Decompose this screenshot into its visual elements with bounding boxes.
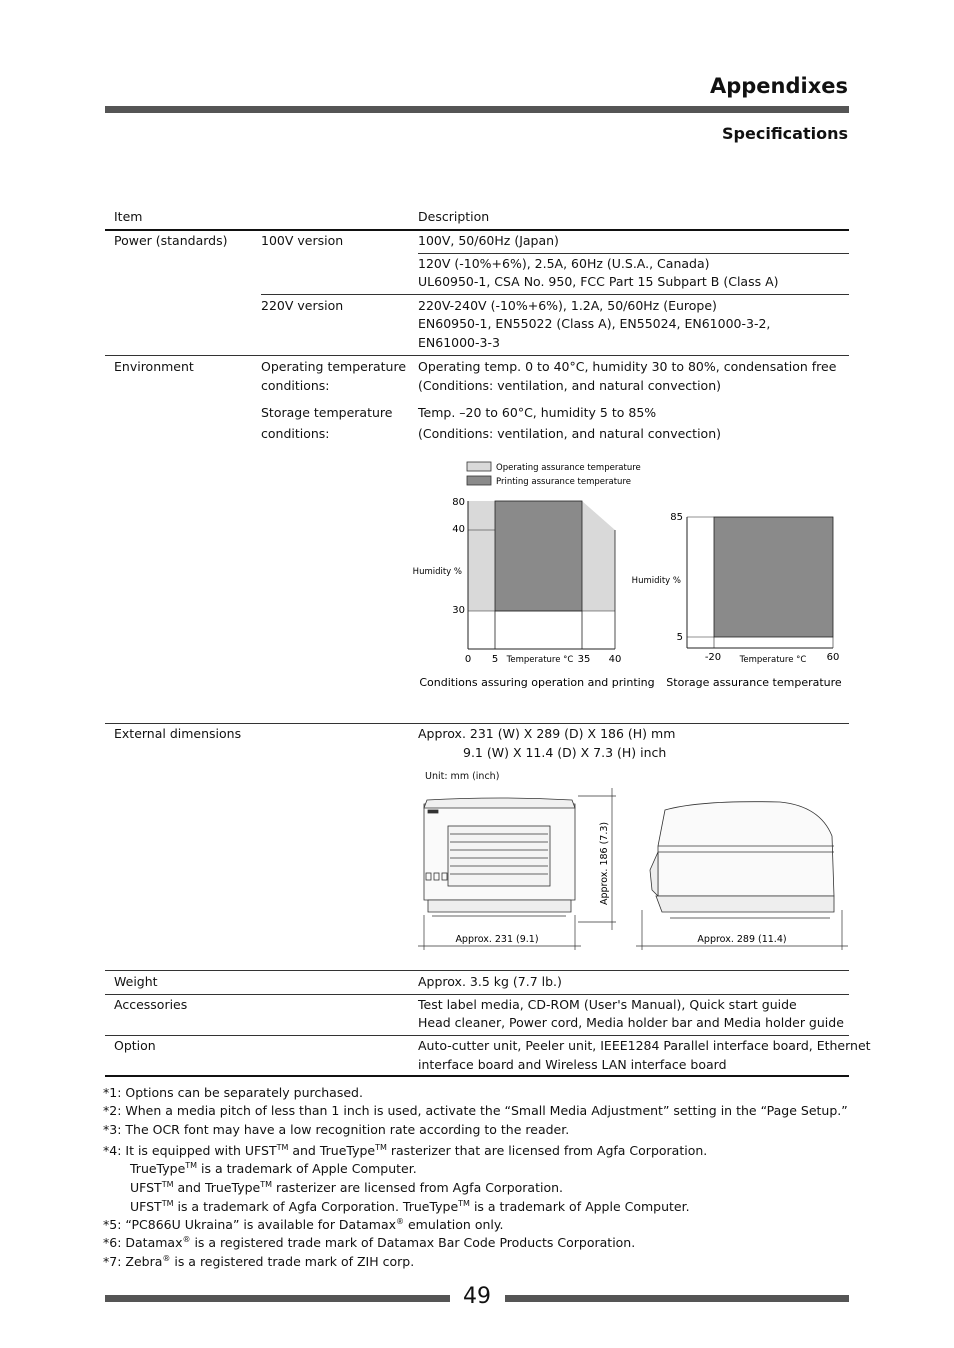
x-tick-label: -20 <box>704 652 722 663</box>
sublabel-operating-l1: Operating temperature <box>261 359 407 374</box>
fn-text: is a trademark of Apple Computer. <box>197 1161 417 1177</box>
x-tick-label: 5 <box>491 654 499 665</box>
y-tick-label: 30 <box>452 605 465 616</box>
x-tick-label: 35 <box>577 654 591 665</box>
fn-text: *7: Zebra <box>103 1254 163 1270</box>
y-axis-label: Humidity % <box>412 567 462 577</box>
col-header-item: Item <box>114 209 143 224</box>
footer-rule-right <box>505 1295 849 1302</box>
environment-charts <box>400 455 850 700</box>
fn-text: is a registered trade mark of Datamax Bar Code Products Corporation. <box>190 1235 636 1251</box>
x-axis-label: Temperature °C <box>739 655 807 665</box>
fn-text: UFST <box>130 1199 162 1215</box>
page-number: 49 <box>463 1284 491 1309</box>
page-header-title: Appendixes <box>709 74 848 98</box>
dimension-height-label: Approx. 186 (7.3) <box>599 821 610 905</box>
y-tick-label: 40 <box>452 524 465 535</box>
tm-mark: TM <box>260 1180 273 1189</box>
tm-mark: TM <box>161 1180 174 1189</box>
row-label-accessories: Accessories <box>114 997 188 1012</box>
footer-rule-left <box>105 1295 450 1302</box>
y-tick-label: 80 <box>452 497 465 508</box>
row-label-dimensions: External dimensions <box>114 726 242 741</box>
tm-mark: TM <box>458 1199 470 1208</box>
table-header-rule <box>105 229 849 231</box>
tm-mark: TM <box>276 1143 289 1152</box>
section-title: Specifications <box>722 124 848 143</box>
tm-mark: TM <box>161 1199 174 1208</box>
area-storage <box>714 517 833 637</box>
desc-dimensions-mm: Approx. 231 (W) X 289 (D) X 186 (H) mm <box>418 726 676 741</box>
fn-text: is a trademark of Agfa Corporation. TrueType <box>173 1199 459 1215</box>
desc-operating-l1: Operating temp. 0 to 40°C, humidity 30 to 80%, condensation free <box>418 359 837 374</box>
desc-weight: Approx. 3.5 kg (7.7 lb.) <box>418 974 562 989</box>
table-bottom-rule <box>105 1075 849 1077</box>
header-rule <box>105 106 849 113</box>
reg-mark: ® <box>162 1254 171 1263</box>
sublabel-operating-l2: conditions: <box>261 378 330 393</box>
printer-dimension-drawing <box>415 785 855 955</box>
fn-text: emulation only. <box>404 1217 504 1233</box>
fn-text: and TrueType <box>288 1143 376 1159</box>
fn-text: is a trademark of Apple Computer. <box>469 1199 690 1215</box>
chart-storage <box>632 512 842 689</box>
fn-text: *6: Datamax <box>103 1235 183 1251</box>
row-divider <box>105 970 849 971</box>
desc-accessories-l1: Test label media, CD-ROM (User's Manual), Quick start guide <box>418 997 797 1012</box>
desc-accessories-l2: Head cleaner, Power cord, Media holder bar and Media holder guide <box>418 1015 844 1030</box>
col-header-description: Description <box>418 209 490 224</box>
row-label-power: Power (standards) <box>114 233 228 248</box>
x-tick-label: 0 <box>464 654 472 665</box>
desc-option-l2: interface board and Wireless LAN interface board <box>418 1057 727 1072</box>
desc-operating-l2: (Conditions: ventilation, and natural convection) <box>418 378 721 393</box>
tm-mark: TM <box>375 1143 387 1152</box>
desc-option-l1: Auto-cutter unit, Peeler unit, IEEE1284 Parallel interface board, Ethernet <box>418 1038 871 1053</box>
desc-220v-l3: EN61000-3-3 <box>418 335 500 350</box>
sublabel-100v: 100V version <box>261 233 344 248</box>
desc-220v-l2: EN60950-1, EN55022 (Class A), EN55024, EN61000-3-2, <box>418 316 771 331</box>
desc-100v-l1: 100V, 50/60Hz (Japan) <box>418 233 559 248</box>
dimension-width-label: Approx. 231 (9.1) <box>455 934 539 945</box>
reg-mark: ® <box>182 1235 191 1244</box>
printer-front-view <box>424 798 575 916</box>
sublabel-220v: 220V version <box>261 298 344 313</box>
tm-mark: TM <box>185 1161 198 1170</box>
row-label-option: Option <box>114 1038 156 1053</box>
legend-swatch-printing <box>467 476 491 485</box>
footnote-4-line3 <box>130 1176 563 1197</box>
fn-text: is a registered trade mark of ZIH corp. <box>170 1254 415 1270</box>
area-printing <box>495 501 582 611</box>
dimension-depth-label: Approx. 289 (11.4) <box>697 934 787 945</box>
footnote-1: *1: Options can be separately purchased. <box>103 1085 363 1100</box>
footnote-4-line2 <box>130 1157 417 1178</box>
y-axis-label: Humidity % <box>631 576 681 586</box>
reg-mark: ® <box>396 1217 405 1226</box>
unit-label: Unit: mm (inch) <box>425 771 500 782</box>
fn-text: UFST <box>130 1180 162 1196</box>
row-label-environment: Environment <box>114 359 194 374</box>
row-divider <box>418 253 849 254</box>
fn-text: *5: “PC866U Ukraina” is available for Datamax <box>103 1217 397 1233</box>
fn-text: TrueType <box>130 1161 186 1177</box>
row-label-weight: Weight <box>114 974 158 989</box>
row-divider <box>105 723 849 724</box>
fn-text: *4: It is equipped with UFST <box>103 1143 277 1159</box>
desc-100v-l2: 120V (-10%+6%), 2.5A, 60Hz (U.S.A., Canada) <box>418 256 710 271</box>
y-tick-label: 85 <box>670 512 683 523</box>
desc-220v-l1: 220V-240V (-10%+6%), 1.2A, 50/60Hz (Europe) <box>418 298 717 313</box>
chart-caption: Storage assurance temperature <box>666 676 842 689</box>
legend-label-printing: Printing assurance temperature <box>496 477 631 487</box>
chart-operation <box>413 497 655 689</box>
legend-swatch-operating <box>467 462 491 471</box>
row-divider <box>105 994 849 995</box>
footnote-6 <box>103 1231 635 1252</box>
desc-storage-l2: (Conditions: ventilation, and natural convection) <box>418 426 721 441</box>
printer-side-view <box>650 802 834 918</box>
fn-text: and TrueType <box>173 1180 261 1196</box>
chart-caption: Conditions assuring operation and printing <box>419 676 655 689</box>
x-tick-label: 40 <box>608 654 622 665</box>
desc-100v-l3: UL60950-1, CSA No. 950, FCC Part 15 Subpart B (Class A) <box>418 274 779 289</box>
sublabel-storage-l2: conditions: <box>261 426 330 441</box>
legend-label-operating: Operating assurance temperature <box>496 463 641 473</box>
row-divider <box>105 355 849 356</box>
desc-storage-l1: Temp. –20 to 60°C, humidity 5 to 85% <box>418 405 657 420</box>
footnote-7 <box>103 1250 414 1271</box>
row-divider <box>261 294 849 295</box>
x-tick-label: 60 <box>826 652 840 663</box>
y-tick-label: 5 <box>676 632 683 643</box>
sublabel-storage-l1: Storage temperature <box>261 405 393 420</box>
desc-dimensions-inch: 9.1 (W) X 11.4 (D) X 7.3 (H) inch <box>463 745 667 760</box>
footnote-3: *3: The OCR font may have a low recognition rate according to the reader. <box>103 1122 570 1137</box>
x-axis-label: Temperature °C <box>506 655 574 665</box>
footnote-2: *2: When a media pitch of less than 1 inch is used, activate the “Small Media Adjustment” setting in the “Page Setup.” <box>103 1103 848 1118</box>
fn-text: rasterizer that are licensed from Agfa Corporation. <box>386 1143 708 1159</box>
row-divider <box>105 1035 849 1036</box>
fn-text: rasterizer are licensed from Agfa Corporation. <box>272 1180 564 1196</box>
